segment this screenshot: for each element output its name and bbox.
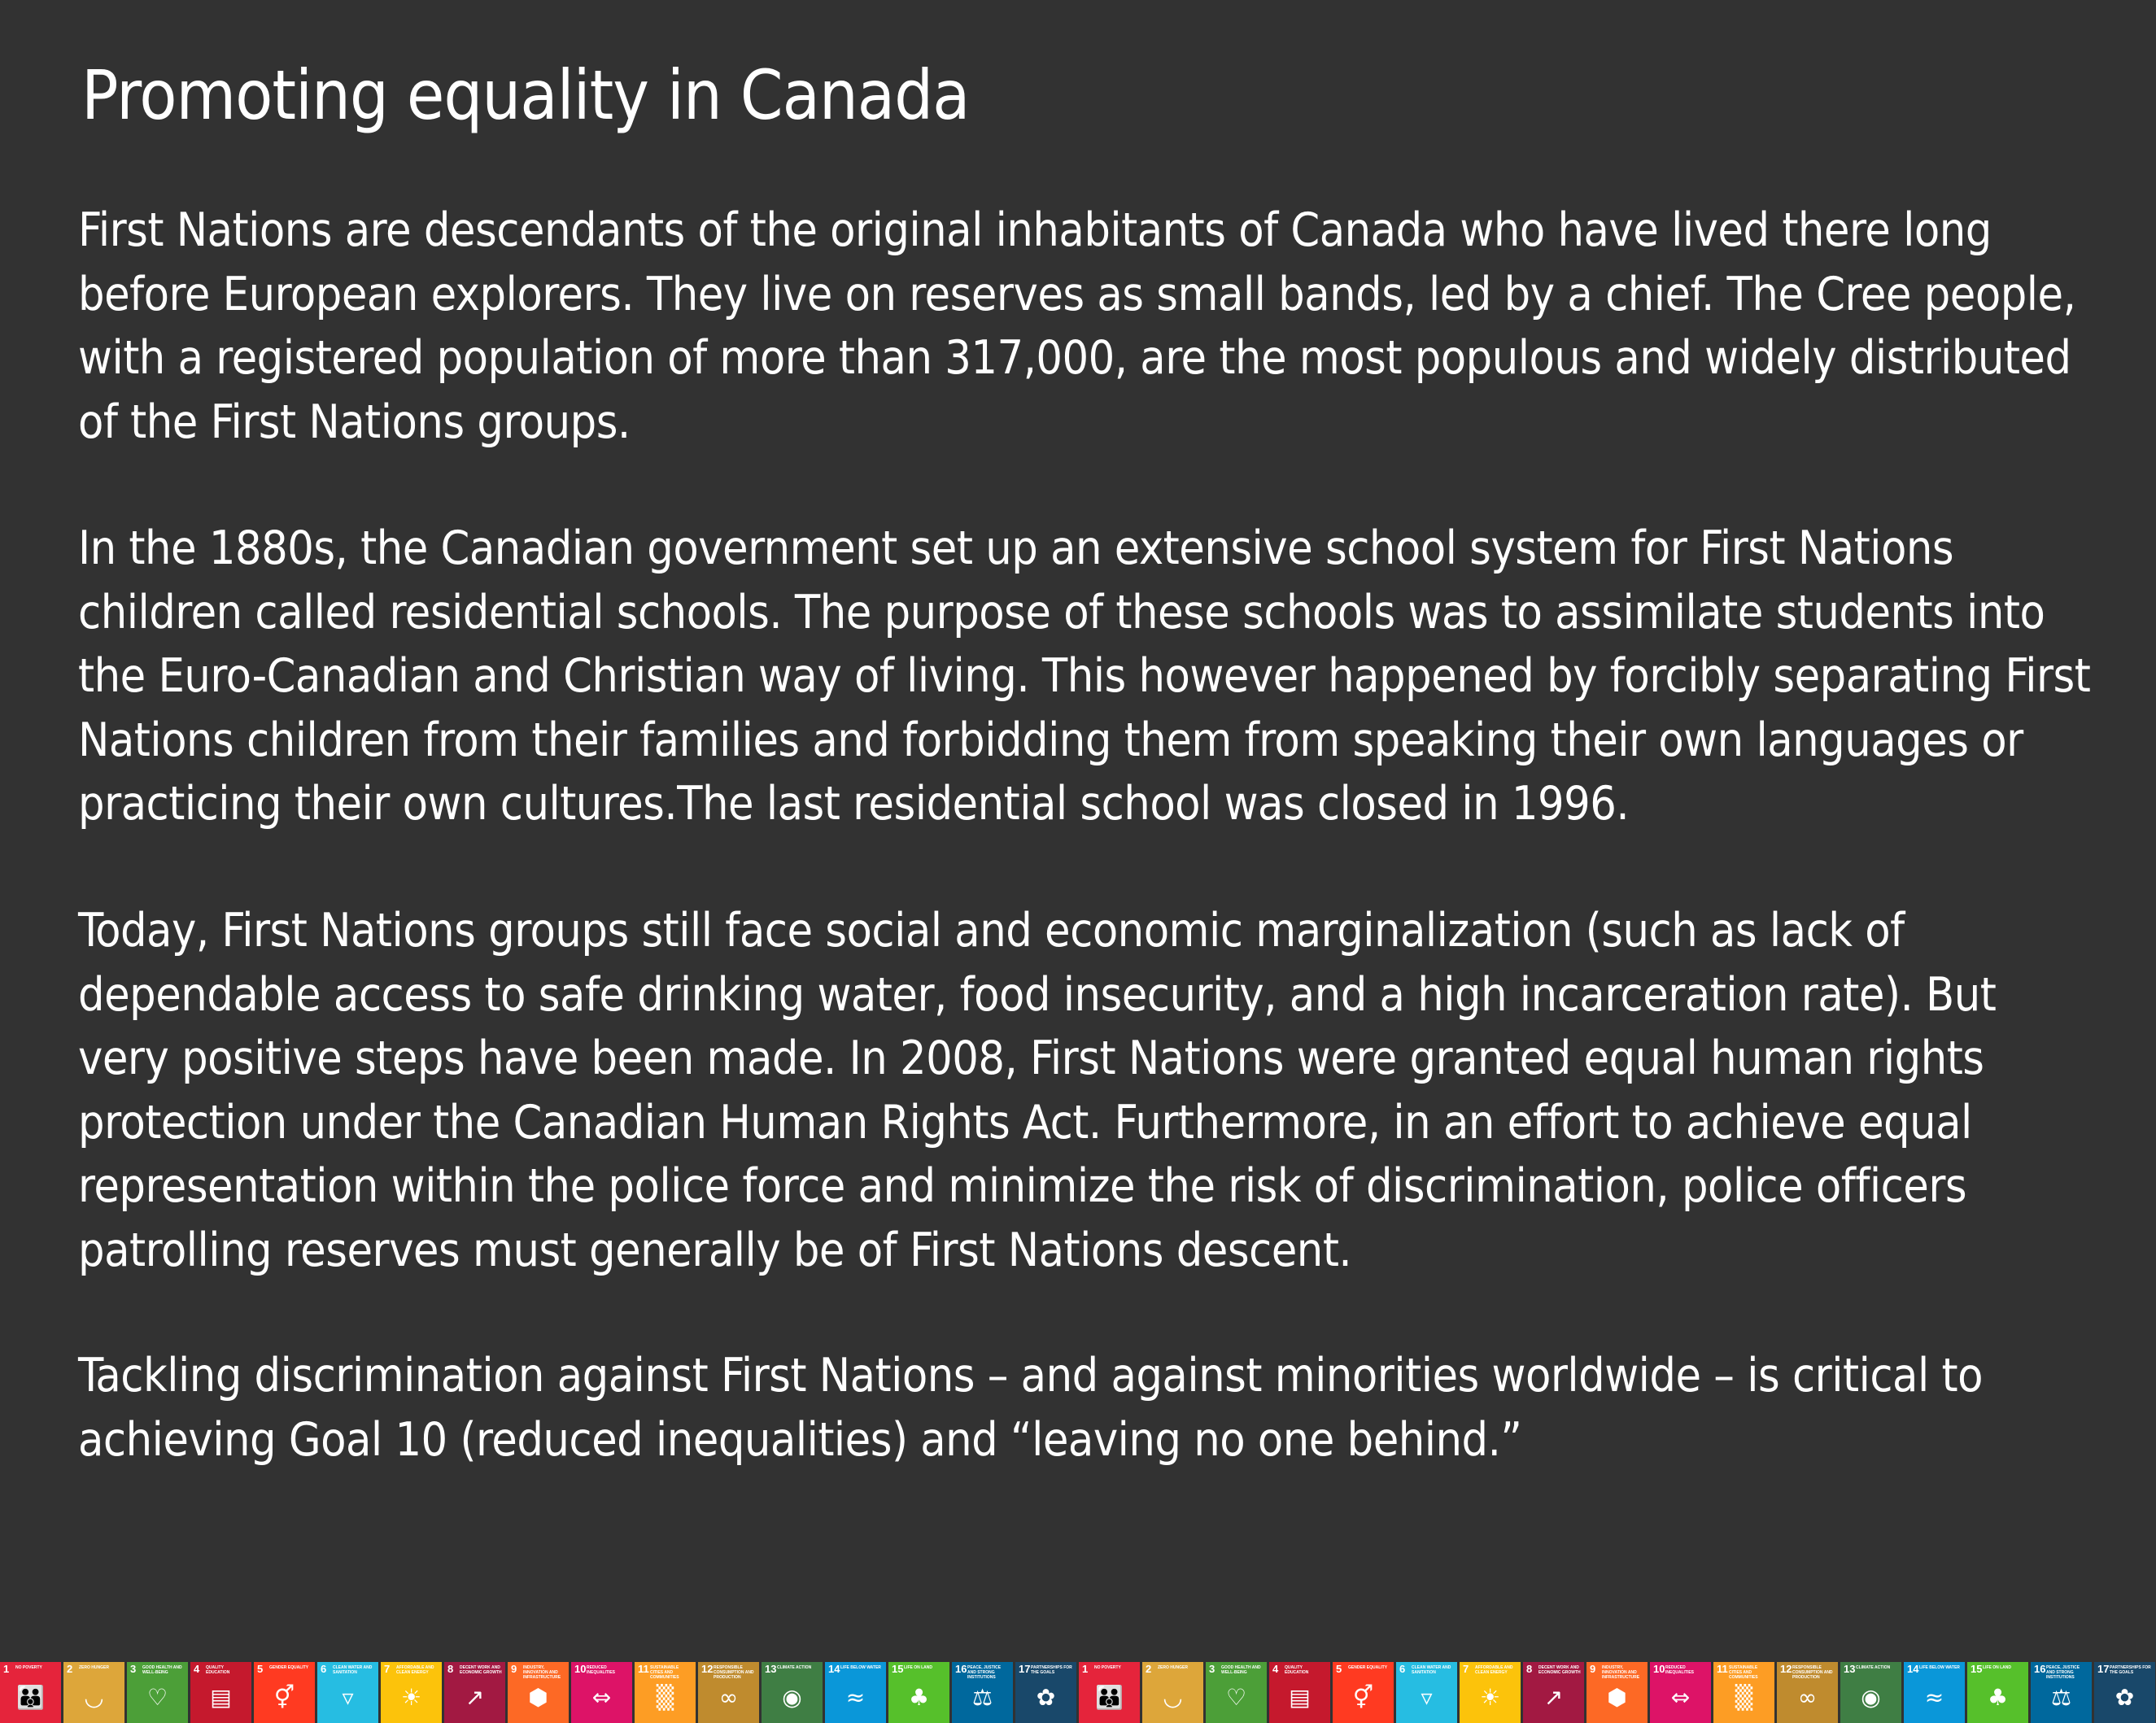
sdg-number: 17: [1019, 1663, 1031, 1675]
text-line: patrolling reserves must generally be of First Nations descent.: [78, 1223, 1352, 1277]
page-title: Promoting equality in Canada: [81, 55, 970, 135]
sdg-number: 3: [130, 1663, 137, 1675]
sdg-caption: DECENT WORK AND ECONOMIC GROWTH: [460, 1665, 502, 1675]
sdg-caption: INDUSTRY, INNOVATION AND INFRASTRUCTURE: [523, 1665, 561, 1680]
sdg-number: 13: [765, 1663, 777, 1675]
sdg-caption: REDUCED INEQUALITIES: [587, 1665, 616, 1675]
sdg-number: 12: [701, 1663, 714, 1675]
sdg-caption: REDUCED INEQUALITIES: [1665, 1665, 1695, 1675]
text-line: First Nations are descendants of the original inhabitants of Canada who have lived there long: [78, 203, 1992, 257]
equality-icon: ⇔: [1670, 1684, 1691, 1711]
gender-icon: ⚥: [273, 1684, 295, 1711]
sdg-tile-2: [63, 1662, 124, 1723]
text-line: protection under the Canadian Human Rights Act. Furthermore, in an effort to achieve equal: [78, 1095, 1972, 1149]
fish-icon: ≈: [845, 1684, 866, 1711]
sdg-tile-15: [1967, 1662, 2028, 1723]
paragraph-residential-schools: [78, 517, 2112, 836]
tree-icon: ♣: [1987, 1684, 2009, 1711]
cubes-icon: ⬢: [1607, 1684, 1627, 1711]
sdg-caption: AFFORDABLE AND CLEAN ENERGY: [396, 1665, 434, 1675]
text-line: In the 1880s, the Canadian government set up an extensive school system for First Nations: [78, 521, 1954, 575]
sdg-tile-12: [698, 1662, 759, 1723]
sdg-number: 2: [67, 1663, 73, 1675]
sdg-tile-9: [508, 1662, 569, 1723]
sdg-tile-11: [635, 1662, 696, 1723]
text-line: the Euro-Canadian and Christian way of living. This however happened by forcibly separating First: [78, 649, 2091, 703]
sdg-tile-6: [317, 1662, 378, 1723]
infinity-icon: ∞: [1797, 1684, 1818, 1711]
sdg-number: 14: [1907, 1663, 1919, 1675]
sdg-number: 5: [1336, 1663, 1342, 1675]
text-line: practicing their own cultures.The last residential school was closed in 1996.: [78, 777, 1630, 831]
sdg-caption: SUSTAINABLE CITIES AND COMMUNITIES: [650, 1665, 679, 1680]
sdg-tile-14: [825, 1662, 886, 1723]
book-icon: ▤: [1289, 1684, 1311, 1711]
text-line: with a registered population of more than 317,000, are the most populous and widely distributed: [78, 331, 2071, 385]
eye-globe-icon: ◉: [1861, 1684, 1881, 1711]
sdg-number: 1: [1082, 1663, 1089, 1675]
eye-globe-icon: ◉: [782, 1684, 802, 1711]
sdg-caption: PEACE, JUSTICE AND STRONG INSTITUTIONS: [967, 1665, 1002, 1680]
sdg-number: 10: [1653, 1663, 1665, 1675]
sdg-tile-15: [888, 1662, 949, 1723]
paragraph-goal-10: [78, 1344, 2112, 1472]
sdg-caption: RESPONSIBLE CONSUMPTION AND PRODUCTION: [1792, 1665, 1833, 1680]
text-line: Nations children from their families and forbidding them from speaking their own languages or: [78, 713, 2023, 767]
city-icon: ▒: [656, 1684, 674, 1711]
sdg-tile-4: [190, 1662, 251, 1723]
sdg-caption: PEACE, JUSTICE AND STRONG INSTITUTIONS: [2046, 1665, 2080, 1680]
sdg-number: 11: [1717, 1663, 1728, 1675]
text-line: of the First Nations groups.: [78, 395, 631, 449]
sdg-caption: PARTNERSHIPS FOR THE GOALS: [1031, 1665, 1072, 1675]
sdg-tile-6: [1396, 1662, 1457, 1723]
sdg-number: 6: [321, 1663, 327, 1675]
water-drop-icon: ▿: [342, 1684, 354, 1711]
sdg-tile-10: [571, 1662, 632, 1723]
bowl-icon: ◡: [84, 1684, 104, 1711]
text-line: Today, First Nations groups still face social and economic marginalization (such as lack of: [78, 904, 1905, 957]
heartbeat-icon: ♡: [146, 1684, 168, 1711]
sdg-number: 4: [194, 1663, 200, 1675]
sun-icon: ☀: [1479, 1684, 1501, 1711]
sdg-number: 1: [3, 1663, 10, 1675]
sdg-tile-13: [1840, 1662, 1901, 1723]
sdg-tile-9: [1586, 1662, 1648, 1723]
sdg-tile-1: [0, 1662, 61, 1723]
sdg-tile-8: [444, 1662, 505, 1723]
sdg-tile-13: [762, 1662, 823, 1723]
sdg-number: 7: [384, 1663, 391, 1675]
sdg-caption: NO POVERTY: [1094, 1665, 1121, 1670]
sdg-caption: LIFE ON LAND: [904, 1665, 932, 1670]
bowl-icon: ◡: [1163, 1684, 1183, 1711]
sdg-caption: AFFORDABLE AND CLEAN ENERGY: [1475, 1665, 1513, 1675]
sdg-number: 11: [638, 1663, 649, 1675]
sdg-number: 12: [1780, 1663, 1792, 1675]
sdg-tile-17: [2094, 1662, 2155, 1723]
sdg-caption: ZERO HUNGER: [1158, 1665, 1188, 1670]
dove-icon: ⚖: [2050, 1684, 2072, 1711]
sdg-tile-14: [1904, 1662, 1965, 1723]
text-line: achieving Goal 10 (reduced inequalities) and “leaving no one behind.”: [78, 1412, 1522, 1467]
sdg-tile-3: [1206, 1662, 1267, 1723]
sdg-tile-5: [254, 1662, 315, 1723]
flower-rings-icon: ✿: [2115, 1684, 2135, 1711]
book-icon: ▤: [210, 1684, 232, 1711]
city-icon: ▒: [1735, 1684, 1753, 1711]
sdg-caption: CLIMATE ACTION: [777, 1665, 812, 1670]
sdg-number: 15: [892, 1663, 904, 1675]
text-line: children called residential schools. The purpose of these schools was to assimilate students into: [78, 585, 2045, 639]
sdg-number: 7: [1463, 1663, 1469, 1675]
cubes-icon: ⬢: [528, 1684, 548, 1711]
sdg-tile-4: [1269, 1662, 1330, 1723]
sdg-caption: CLIMATE ACTION: [1856, 1665, 1891, 1670]
sdg-number: 8: [447, 1663, 454, 1675]
tree-icon: ♣: [908, 1684, 930, 1711]
heartbeat-icon: ♡: [1225, 1684, 1247, 1711]
sdg-caption: RESPONSIBLE CONSUMPTION AND PRODUCTION: [714, 1665, 754, 1680]
sdg-number: 9: [1590, 1663, 1596, 1675]
sdg-number: 10: [574, 1663, 587, 1675]
sdg-caption: CLEAN WATER AND SANITATION: [1412, 1665, 1451, 1675]
sdg-tile-1: [1079, 1662, 1140, 1723]
family-icon: 👪: [1095, 1684, 1124, 1711]
sdg-caption: SUSTAINABLE CITIES AND COMMUNITIES: [1729, 1665, 1758, 1680]
sdg-tile-2: [1142, 1662, 1203, 1723]
fish-icon: ≈: [1924, 1684, 1944, 1711]
sdg-goals-strip: [0, 1662, 2156, 1723]
sdg-caption: GENDER EQUALITY: [269, 1665, 309, 1670]
sdg-number: 5: [257, 1663, 264, 1675]
equality-icon: ⇔: [591, 1684, 612, 1711]
sdg-caption: LIFE BELOW WATER: [840, 1665, 881, 1670]
sdg-tile-11: [1713, 1662, 1774, 1723]
sdg-caption: ZERO HUNGER: [79, 1665, 109, 1670]
sdg-number: 16: [955, 1663, 967, 1675]
sdg-caption: LIFE ON LAND: [1983, 1665, 2011, 1670]
sdg-number: 9: [511, 1663, 517, 1675]
sdg-caption: DECENT WORK AND ECONOMIC GROWTH: [1538, 1665, 1581, 1675]
gender-icon: ⚥: [1352, 1684, 1374, 1711]
sdg-tile-5: [1333, 1662, 1394, 1723]
sdg-tile-3: [127, 1662, 188, 1723]
sdg-caption: QUALITY EDUCATION: [1285, 1665, 1309, 1675]
text-line: representation within the police force and minimize the risk of discrimination, police officers: [78, 1159, 1967, 1213]
sdg-tile-12: [1777, 1662, 1838, 1723]
sdg-number: 8: [1526, 1663, 1533, 1675]
water-drop-icon: ▿: [1421, 1684, 1433, 1711]
growth-chart-icon: ↗: [1543, 1684, 1564, 1711]
sdg-number: 4: [1272, 1663, 1279, 1675]
sdg-caption: NO POVERTY: [15, 1665, 42, 1670]
sdg-caption: GENDER EQUALITY: [1348, 1665, 1388, 1670]
sdg-caption: INDUSTRY, INNOVATION AND INFRASTRUCTURE: [1602, 1665, 1640, 1680]
sdg-number: 6: [1399, 1663, 1406, 1675]
sdg-tile-8: [1523, 1662, 1584, 1723]
sdg-tile-16: [2031, 1662, 2092, 1723]
sdg-caption: CLEAN WATER AND SANITATION: [333, 1665, 373, 1675]
growth-chart-icon: ↗: [465, 1684, 485, 1711]
flower-rings-icon: ✿: [1036, 1684, 1056, 1711]
dove-icon: ⚖: [971, 1684, 993, 1711]
sdg-caption: GOOD HEALTH AND WELL-BEING: [142, 1665, 182, 1675]
sdg-number: 2: [1146, 1663, 1152, 1675]
family-icon: 👪: [16, 1684, 45, 1711]
sdg-number: 13: [1844, 1663, 1856, 1675]
sdg-tile-7: [1460, 1662, 1521, 1723]
text-line: before European explorers. They live on reserves as small bands, led by a chief. The Cree people,: [78, 267, 2076, 321]
sdg-caption: GOOD HEALTH AND WELL-BEING: [1221, 1665, 1261, 1675]
sdg-tile-7: [381, 1662, 442, 1723]
infinity-icon: ∞: [718, 1684, 739, 1711]
sdg-caption: QUALITY EDUCATION: [206, 1665, 230, 1675]
text-line: dependable access to safe drinking water, food insecurity, and a high incarceration rate). But: [78, 967, 1997, 1022]
sdg-number: 3: [1209, 1663, 1215, 1675]
sun-icon: ☀: [400, 1684, 422, 1711]
sdg-tile-16: [952, 1662, 1013, 1723]
sdg-caption: PARTNERSHIPS FOR THE GOALS: [2110, 1665, 2151, 1675]
text-line: very positive steps have been made. In 2008, First Nations were granted equal human rights: [78, 1032, 1984, 1085]
text-line: Tackling discrimination against First Nations – and against minorities worldwide – is critical to: [78, 1349, 1983, 1402]
sdg-tile-10: [1650, 1662, 1711, 1723]
paragraph-today: [78, 899, 2112, 1282]
sdg-number: 17: [2097, 1663, 2110, 1675]
sdg-number: 15: [1971, 1663, 1983, 1675]
sdg-number: 14: [828, 1663, 840, 1675]
sdg-caption: LIFE BELOW WATER: [1919, 1665, 1960, 1670]
sdg-number: 16: [2034, 1663, 2046, 1675]
sdg-tile-17: [1015, 1662, 1076, 1723]
paragraph-first-nations: [78, 198, 2112, 454]
